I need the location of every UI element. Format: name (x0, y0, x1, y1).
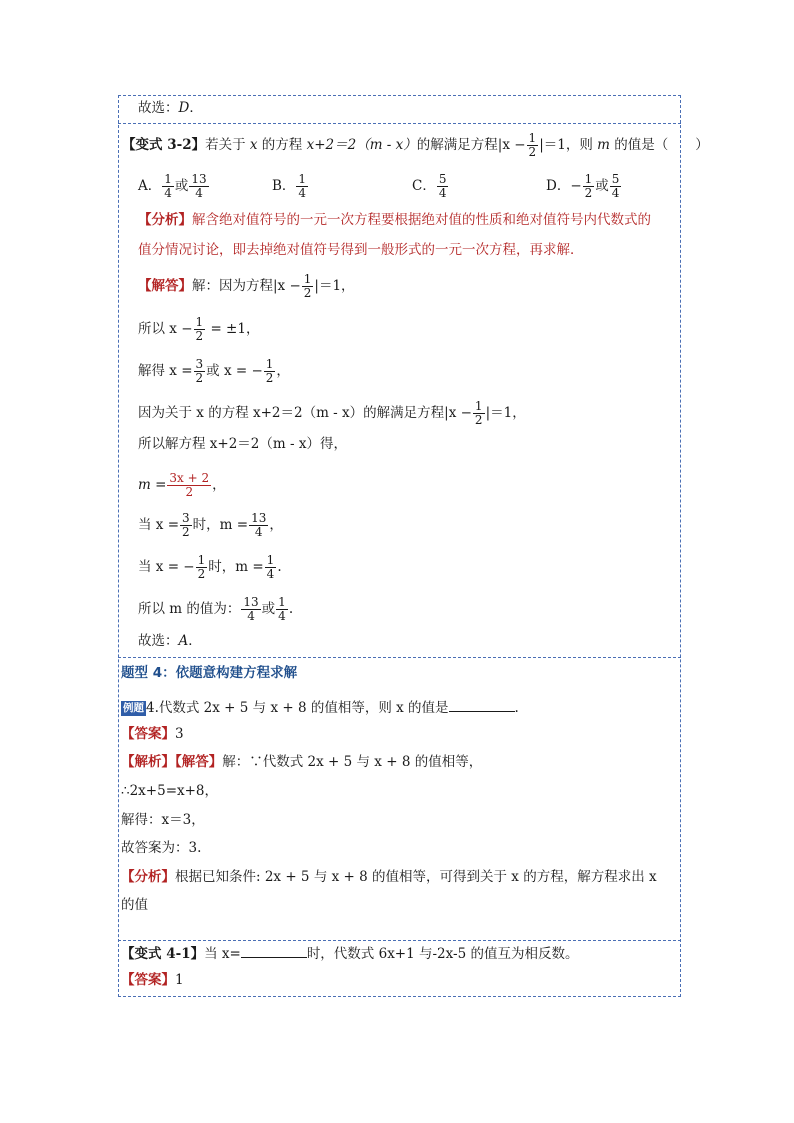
example-question: 例题 4.代数式 2x + 5 与 x + 8 的值相等，则 x 的值是 . (121, 697, 519, 718)
divider (118, 657, 681, 658)
variant-tag: 【变式 3-2】 (122, 137, 206, 153)
analysis-line-2: 值分情况讨论，即去掉绝对值符号得到一般形式的一元一次方程，再求解． (138, 242, 584, 258)
divider (118, 123, 681, 124)
solution-line: 解得：x＝3， (121, 812, 205, 828)
analysis-line-1: 【分析】解含绝对值符号的一元一次方程要根据绝对值的性质和绝对值符号内代数式的 (138, 212, 651, 228)
answer-line: 【答案】1 (121, 972, 184, 988)
solution-line: 【解析】【解答】解：∵代数式 2x + 5 与 x + 8 的值相等， (121, 754, 483, 770)
solution-line-3: 解得 x = $\frac{3}{2}$ 或 x = − $\frac{1}{2}$ ， (138, 357, 290, 385)
option-a: A． $\frac{1}{4}$ 或 $\frac{13}{4}$ (138, 172, 207, 200)
solution-line-2: 所以 x − $\frac{1}{2}$ = ±1， (138, 315, 260, 343)
solution-line: 故答案为：3. (121, 840, 202, 856)
chosen-line: 故选：A． (138, 633, 202, 649)
content-frame (118, 95, 681, 997)
solution-line-5: 所以解方程 x+2＝2（m - x）得， (138, 436, 347, 452)
variant-tag: 【变式 4-1】 (121, 946, 205, 962)
solution-line-4: 因为关于 x 的方程 x+2＝2（m - x）的解满足方程|x − $\frac{1}{2}$ |＝1， (138, 399, 526, 427)
solution-line-6: m = $\frac{3x + 2}{2}$ ， (138, 471, 226, 499)
variant-3-2-question: 【变式 3-2】若关于 x 的方程 x+2＝2（m - x）的解满足方程|x − $\frac{1}{2}$ |＝1，则 m 的值是（ ） (122, 131, 709, 159)
analysis-line: 的值 (121, 897, 148, 913)
section-title: 题型 4：依题意构建方程求解 (121, 665, 298, 681)
answer-line: 【答案】3 (121, 726, 184, 742)
option-b: B． $\frac{1}{4}$ (272, 172, 307, 200)
variant-4-1-question: 【变式 4-1】当 x= 时，代数式 6x+1 与-2x-5 的值互为相反数。 (121, 943, 578, 964)
chosen-line: 故选：D． (138, 100, 203, 116)
answer-blank (241, 943, 307, 958)
option-c: C． $\frac{5}{4}$ (412, 172, 447, 200)
solution-line-8: 当 x = − $\frac{1}{2}$ 时，m = $\frac{1}{4}$ . (138, 553, 282, 581)
solution-line-9: 所以 m 的值为： $\frac{13}{4}$ 或 $\frac{1}{4}$ . (138, 595, 294, 623)
option-d: D．− $\frac{1}{2}$ 或 $\frac{5}{4}$ (546, 172, 620, 200)
analysis-line: 【分析】根据已知条件: 2x + 5 与 x + 8 的值相等，可得到关于 x 的方程，解方程求出 x (121, 869, 657, 885)
solution-line-7: 当 x = $\frac{3}{2}$ 时，m = $\frac{13}{4}$ ， (138, 511, 283, 539)
divider (118, 940, 681, 941)
solution-line-1: 【解答】解：因为方程|x − $\frac{1}{2}$ |＝1， (138, 272, 355, 300)
solution-line: ∴2x+5=x+8， (121, 783, 219, 799)
example-badge: 例题 (123, 702, 144, 714)
answer-blank (449, 697, 515, 712)
